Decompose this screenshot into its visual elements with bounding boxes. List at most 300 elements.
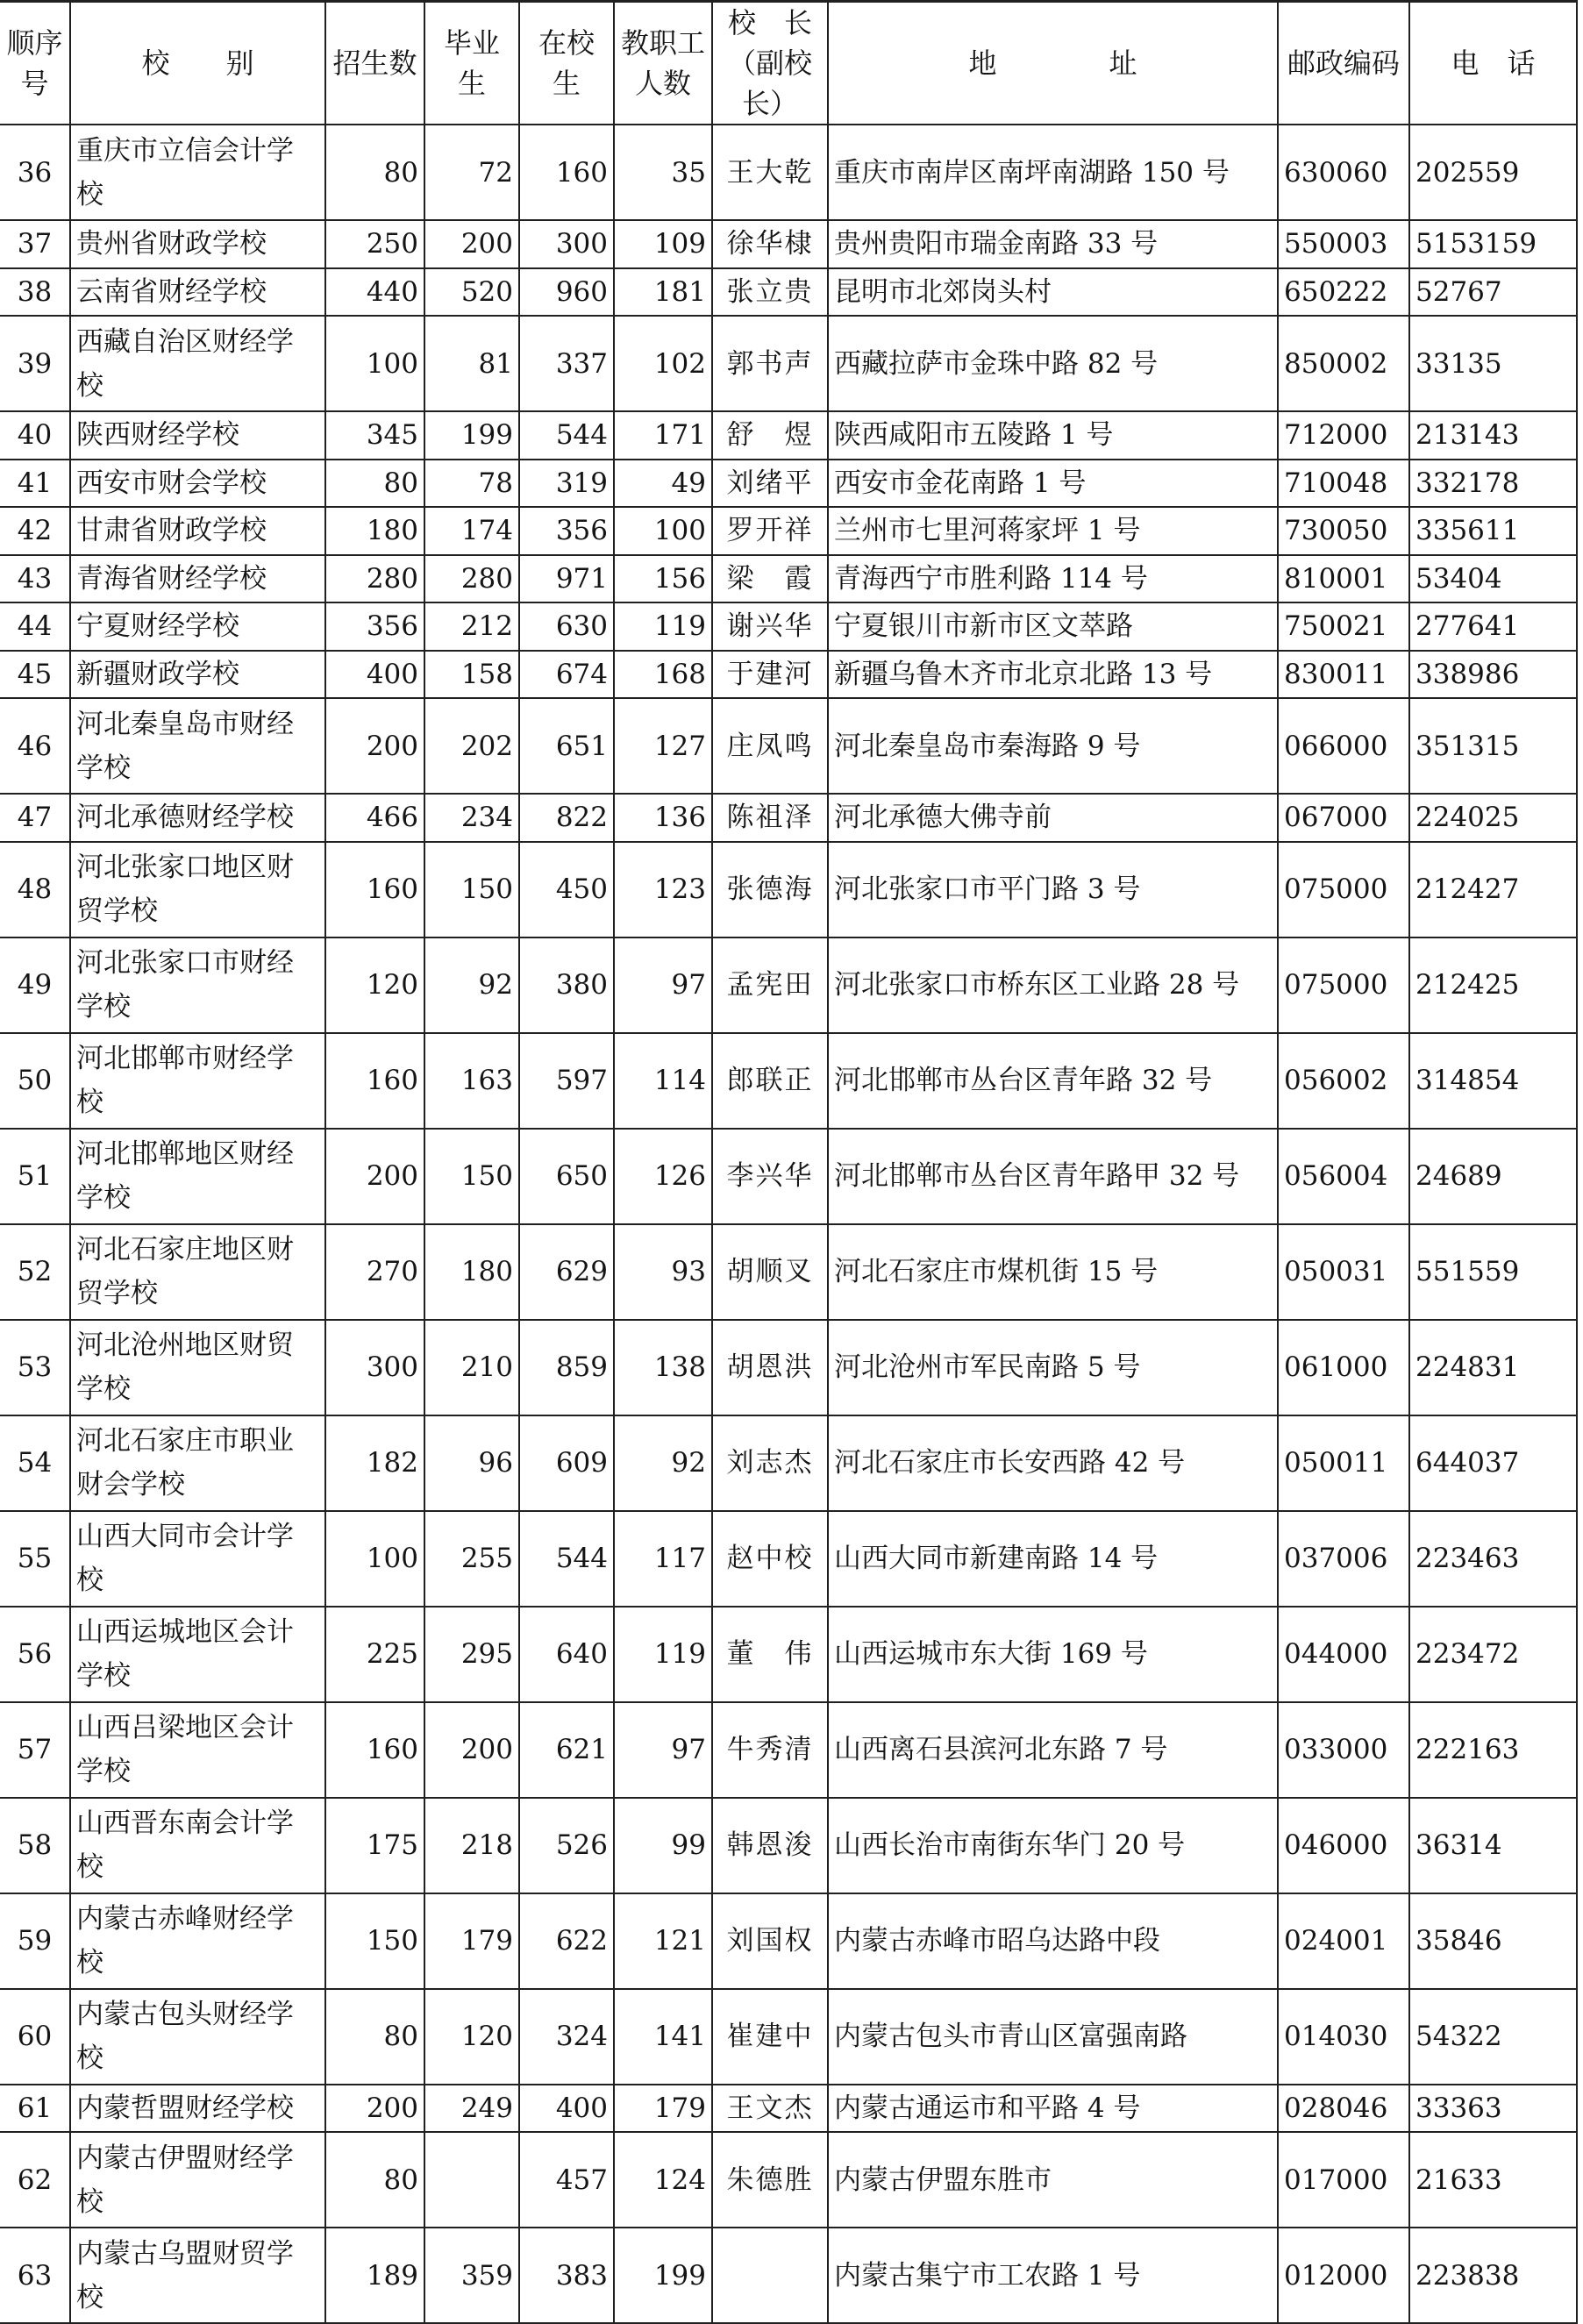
cell-phone: 202559 [1409, 125, 1577, 220]
cell-postcode: 050031 [1278, 1224, 1409, 1320]
table-row [0, 1415, 1577, 1511]
header-postcode: 邮政编码 [1278, 2, 1409, 125]
cell-principal: 李兴华 [712, 1129, 828, 1224]
cell-enrolled: 160 [325, 1702, 424, 1798]
cell-address: 兰州市七里河蒋家坪 1 号 [828, 507, 1278, 555]
cell-staff: 141 [614, 1989, 712, 2085]
cell-students: 337 [519, 316, 614, 411]
cell-principal: 韩恩浚 [712, 1798, 828, 1893]
cell-enrolled: 356 [325, 602, 424, 651]
cell-address: 西藏拉萨市金珠中路 82 号 [828, 316, 1278, 411]
cell-graduates: 179 [424, 1893, 519, 1989]
cell-staff: 97 [614, 1702, 712, 1798]
cell-enrolled: 300 [325, 1320, 424, 1415]
cell-index: 61 [0, 2085, 70, 2133]
cell-graduates: 200 [424, 1702, 519, 1798]
cell-school-name: 新疆财政学校 [70, 651, 325, 699]
cell-staff: 97 [614, 937, 712, 1033]
cell-school-name: 内蒙古赤峰财经学校 [70, 1893, 325, 1989]
table-row [0, 1129, 1577, 1224]
cell-graduates: 234 [424, 794, 519, 842]
cell-address: 宁夏银川市新市区文萃路 [828, 602, 1278, 651]
cell-phone: 338986 [1409, 651, 1577, 699]
cell-school-name: 河北石家庄地区财贸学校 [70, 1224, 325, 1320]
cell-index: 58 [0, 1798, 70, 1893]
cell-index: 63 [0, 2228, 70, 2323]
cell-enrolled: 225 [325, 1607, 424, 1702]
cell-index: 47 [0, 794, 70, 842]
table-row [0, 1224, 1577, 1320]
cell-index: 51 [0, 1129, 70, 1224]
cell-index: 54 [0, 1415, 70, 1511]
cell-index: 50 [0, 1033, 70, 1129]
cell-staff: 179 [614, 2085, 712, 2133]
cell-index: 41 [0, 460, 70, 508]
cell-enrolled: 160 [325, 842, 424, 937]
cell-school-name: 河北秦皇岛市财经学校 [70, 698, 325, 794]
cell-postcode: 550003 [1278, 220, 1409, 268]
cell-address: 河北石家庄市长安西路 42 号 [828, 1415, 1278, 1511]
cell-graduates: 202 [424, 698, 519, 794]
cell-postcode: 810001 [1278, 555, 1409, 603]
cell-postcode: 012000 [1278, 2228, 1409, 2323]
cell-postcode: 044000 [1278, 1607, 1409, 1702]
cell-staff: 156 [614, 555, 712, 603]
cell-graduates: 212 [424, 602, 519, 651]
cell-postcode: 712000 [1278, 411, 1409, 460]
cell-students: 544 [519, 411, 614, 460]
cell-school-name: 贵州省财政学校 [70, 220, 325, 268]
cell-school-name: 河北张家口市财经学校 [70, 937, 325, 1033]
cell-students: 971 [519, 555, 614, 603]
cell-students: 609 [519, 1415, 614, 1511]
cell-address: 河北沧州市军民南路 5 号 [828, 1320, 1278, 1415]
cell-postcode: 075000 [1278, 842, 1409, 937]
header-row [0, 2, 1577, 125]
cell-staff: 181 [614, 268, 712, 317]
cell-enrolled: 80 [325, 125, 424, 220]
cell-index: 62 [0, 2132, 70, 2228]
cell-phone: 33135 [1409, 316, 1577, 411]
cell-phone: 335611 [1409, 507, 1577, 555]
cell-school-name: 山西晋东南会计学校 [70, 1798, 325, 1893]
cell-students: 356 [519, 507, 614, 555]
cell-principal: 于建河 [712, 651, 828, 699]
cell-enrolled: 280 [325, 555, 424, 603]
cell-staff: 199 [614, 2228, 712, 2323]
cell-principal: 王文杰 [712, 2085, 828, 2133]
cell-address: 山西运城市东大街 169 号 [828, 1607, 1278, 1702]
cell-principal: 陈祖泽 [712, 794, 828, 842]
header-index: 顺序号 [0, 2, 70, 125]
table-row [0, 651, 1577, 699]
header-students: 在校生 [519, 2, 614, 125]
cell-students: 526 [519, 1798, 614, 1893]
cell-principal: 胡恩洪 [712, 1320, 828, 1415]
cell-phone: 222163 [1409, 1702, 1577, 1798]
cell-enrolled: 200 [325, 2085, 424, 2133]
cell-address: 山西大同市新建南路 14 号 [828, 1511, 1278, 1607]
cell-postcode: 056002 [1278, 1033, 1409, 1129]
cell-postcode: 730050 [1278, 507, 1409, 555]
cell-address: 河北承德大佛寺前 [828, 794, 1278, 842]
cell-enrolled: 175 [325, 1798, 424, 1893]
cell-students: 300 [519, 220, 614, 268]
cell-graduates: 359 [424, 2228, 519, 2323]
cell-postcode: 033000 [1278, 1702, 1409, 1798]
cell-students: 324 [519, 1989, 614, 2085]
cell-enrolled: 180 [325, 507, 424, 555]
table-row [0, 1989, 1577, 2085]
cell-index: 48 [0, 842, 70, 937]
cell-address: 昆明市北郊岗头村 [828, 268, 1278, 317]
cell-graduates: 150 [424, 842, 519, 937]
cell-students: 822 [519, 794, 614, 842]
cell-enrolled: 345 [325, 411, 424, 460]
cell-students: 457 [519, 2132, 614, 2228]
cell-postcode: 850002 [1278, 316, 1409, 411]
cell-principal: 谢兴华 [712, 602, 828, 651]
cell-graduates: 81 [424, 316, 519, 411]
cell-graduates: 150 [424, 1129, 519, 1224]
cell-graduates: 92 [424, 937, 519, 1033]
table-row [0, 460, 1577, 508]
cell-address: 重庆市南岸区南坪南湖路 150 号 [828, 125, 1278, 220]
cell-index: 60 [0, 1989, 70, 2085]
cell-principal: 庄凤鸣 [712, 698, 828, 794]
cell-students: 544 [519, 1511, 614, 1607]
cell-address: 河北秦皇岛市秦海路 9 号 [828, 698, 1278, 794]
cell-postcode: 037006 [1278, 1511, 1409, 1607]
table-row [0, 220, 1577, 268]
cell-enrolled: 189 [325, 2228, 424, 2323]
cell-address: 山西长治市南街东华门 20 号 [828, 1798, 1278, 1893]
table-row [0, 1798, 1577, 1893]
cell-phone: 223463 [1409, 1511, 1577, 1607]
table-body [0, 125, 1577, 2323]
cell-phone: 52767 [1409, 268, 1577, 317]
cell-school-name: 重庆市立信会计学校 [70, 125, 325, 220]
cell-index: 42 [0, 507, 70, 555]
cell-staff: 119 [614, 602, 712, 651]
cell-students: 650 [519, 1129, 614, 1224]
cell-phone: 33363 [1409, 2085, 1577, 2133]
cell-postcode: 056004 [1278, 1129, 1409, 1224]
cell-staff: 119 [614, 1607, 712, 1702]
cell-postcode: 830011 [1278, 651, 1409, 699]
cell-phone: 224025 [1409, 794, 1577, 842]
cell-postcode: 017000 [1278, 2132, 1409, 2228]
cell-school-name: 河北邯郸市财经学校 [70, 1033, 325, 1129]
cell-school-name: 宁夏财经学校 [70, 602, 325, 651]
cell-phone: 224831 [1409, 1320, 1577, 1415]
table-row [0, 602, 1577, 651]
header-principal: 校 长 （副校长） [712, 2, 828, 125]
cell-school-name: 河北沧州地区财贸学校 [70, 1320, 325, 1415]
cell-enrolled: 270 [325, 1224, 424, 1320]
header-staff: 教职工人数 [614, 2, 712, 125]
cell-school-name: 山西大同市会计学校 [70, 1511, 325, 1607]
cell-staff: 121 [614, 1893, 712, 1989]
cell-enrolled: 80 [325, 2132, 424, 2228]
cell-school-name: 河北石家庄市职业财会学校 [70, 1415, 325, 1511]
cell-principal: 董 伟 [712, 1607, 828, 1702]
cell-school-name: 河北张家口地区财贸学校 [70, 842, 325, 937]
cell-address: 河北石家庄市煤机街 15 号 [828, 1224, 1278, 1320]
cell-principal: 郭书声 [712, 316, 828, 411]
cell-graduates: 210 [424, 1320, 519, 1415]
cell-postcode: 061000 [1278, 1320, 1409, 1415]
cell-index: 36 [0, 125, 70, 220]
cell-phone: 223838 [1409, 2228, 1577, 2323]
cell-enrolled: 80 [325, 1989, 424, 2085]
cell-principal: 徐华棣 [712, 220, 828, 268]
cell-enrolled: 200 [325, 698, 424, 794]
cell-address: 内蒙古伊盟东胜市 [828, 2132, 1278, 2228]
cell-index: 53 [0, 1320, 70, 1415]
cell-graduates: 180 [424, 1224, 519, 1320]
cell-graduates: 96 [424, 1415, 519, 1511]
cell-students: 622 [519, 1893, 614, 1989]
cell-phone: 36314 [1409, 1798, 1577, 1893]
cell-postcode: 024001 [1278, 1893, 1409, 1989]
table-row [0, 794, 1577, 842]
cell-index: 38 [0, 268, 70, 317]
cell-staff: 49 [614, 460, 712, 508]
cell-index: 40 [0, 411, 70, 460]
header-graduates: 毕业生 [424, 2, 519, 125]
cell-enrolled: 120 [325, 937, 424, 1033]
cell-staff: 35 [614, 125, 712, 220]
table-row [0, 698, 1577, 794]
cell-address: 西安市金花南路 1 号 [828, 460, 1278, 508]
cell-principal: 刘国权 [712, 1893, 828, 1989]
cell-graduates: 158 [424, 651, 519, 699]
cell-staff: 93 [614, 1224, 712, 1320]
cell-phone: 351315 [1409, 698, 1577, 794]
cell-students: 630 [519, 602, 614, 651]
table-row [0, 2228, 1577, 2323]
cell-students: 629 [519, 1224, 614, 1320]
cell-phone: 277641 [1409, 602, 1577, 651]
cell-phone: 212425 [1409, 937, 1577, 1033]
cell-postcode: 066000 [1278, 698, 1409, 794]
cell-address: 青海西宁市胜利路 114 号 [828, 555, 1278, 603]
cell-graduates: 255 [424, 1511, 519, 1607]
table-row [0, 1607, 1577, 1702]
cell-enrolled: 100 [325, 316, 424, 411]
header-phone: 电 话 [1409, 2, 1577, 125]
cell-principal [712, 2228, 828, 2323]
cell-enrolled: 466 [325, 794, 424, 842]
cell-staff: 123 [614, 842, 712, 937]
header-address: 地 址 [828, 2, 1278, 125]
cell-school-name: 内蒙古乌盟财贸学校 [70, 2228, 325, 2323]
cell-graduates: 249 [424, 2085, 519, 2133]
cell-principal: 刘志杰 [712, 1415, 828, 1511]
cell-staff: 100 [614, 507, 712, 555]
table-row [0, 937, 1577, 1033]
cell-staff: 117 [614, 1511, 712, 1607]
table-row [0, 507, 1577, 555]
cell-school-name: 山西运城地区会计学校 [70, 1607, 325, 1702]
cell-address: 河北张家口市平门路 3 号 [828, 842, 1278, 937]
cell-index: 56 [0, 1607, 70, 1702]
cell-principal: 罗开祥 [712, 507, 828, 555]
cell-school-name: 山西吕梁地区会计学校 [70, 1702, 325, 1798]
table-row [0, 1511, 1577, 1607]
cell-index: 49 [0, 937, 70, 1033]
cell-school-name: 西安市财会学校 [70, 460, 325, 508]
cell-students: 621 [519, 1702, 614, 1798]
cell-phone: 644037 [1409, 1415, 1577, 1511]
cell-address: 河北邯郸市丛台区青年路 32 号 [828, 1033, 1278, 1129]
cell-graduates: 120 [424, 1989, 519, 2085]
cell-school-name: 青海省财经学校 [70, 555, 325, 603]
cell-graduates [424, 2132, 519, 2228]
cell-phone: 24689 [1409, 1129, 1577, 1224]
cell-students: 651 [519, 698, 614, 794]
cell-staff: 126 [614, 1129, 712, 1224]
cell-principal: 赵中校 [712, 1511, 828, 1607]
cell-school-name: 河北承德财经学校 [70, 794, 325, 842]
cell-address: 河北张家口市桥东区工业路 28 号 [828, 937, 1278, 1033]
header-enrolled: 招生数 [325, 2, 424, 125]
cell-index: 55 [0, 1511, 70, 1607]
cell-enrolled: 150 [325, 1893, 424, 1989]
cell-address: 山西离石县滨河北东路 7 号 [828, 1702, 1278, 1798]
cell-principal: 梁 霞 [712, 555, 828, 603]
cell-principal: 张德海 [712, 842, 828, 937]
cell-staff: 138 [614, 1320, 712, 1415]
header-school: 校 别 [70, 2, 325, 125]
table-row [0, 268, 1577, 317]
table-row [0, 316, 1577, 411]
cell-students: 400 [519, 2085, 614, 2133]
cell-index: 52 [0, 1224, 70, 1320]
cell-school-name: 河北邯郸地区财经学校 [70, 1129, 325, 1224]
cell-postcode: 028046 [1278, 2085, 1409, 2133]
cell-index: 45 [0, 651, 70, 699]
cell-principal: 朱德胜 [712, 2132, 828, 2228]
cell-postcode: 650222 [1278, 268, 1409, 317]
cell-graduates: 174 [424, 507, 519, 555]
cell-index: 44 [0, 602, 70, 651]
cell-address: 内蒙古包头市青山区富强南路 [828, 1989, 1278, 2085]
cell-address: 河北邯郸市丛台区青年路甲 32 号 [828, 1129, 1278, 1224]
cell-graduates: 199 [424, 411, 519, 460]
cell-enrolled: 160 [325, 1033, 424, 1129]
cell-enrolled: 400 [325, 651, 424, 699]
cell-phone: 21633 [1409, 2132, 1577, 2228]
cell-phone: 551559 [1409, 1224, 1577, 1320]
cell-phone: 54322 [1409, 1989, 1577, 2085]
cell-students: 319 [519, 460, 614, 508]
cell-staff: 127 [614, 698, 712, 794]
cell-staff: 124 [614, 2132, 712, 2228]
cell-enrolled: 182 [325, 1415, 424, 1511]
cell-staff: 109 [614, 220, 712, 268]
cell-index: 43 [0, 555, 70, 603]
cell-enrolled: 250 [325, 220, 424, 268]
cell-postcode: 067000 [1278, 794, 1409, 842]
cell-phone: 212427 [1409, 842, 1577, 937]
cell-students: 859 [519, 1320, 614, 1415]
table-row [0, 2085, 1577, 2133]
cell-graduates: 280 [424, 555, 519, 603]
cell-principal: 张立贵 [712, 268, 828, 317]
cell-address: 内蒙古赤峰市昭乌达路中段 [828, 1893, 1278, 1989]
cell-enrolled: 440 [325, 268, 424, 317]
cell-index: 59 [0, 1893, 70, 1989]
cell-graduates: 295 [424, 1607, 519, 1702]
cell-principal: 郎联正 [712, 1033, 828, 1129]
cell-postcode: 050011 [1278, 1415, 1409, 1511]
table-row [0, 411, 1577, 460]
cell-index: 57 [0, 1702, 70, 1798]
cell-index: 39 [0, 316, 70, 411]
cell-address: 陕西咸阳市五陵路 1 号 [828, 411, 1278, 460]
cell-index: 46 [0, 698, 70, 794]
cell-phone: 332178 [1409, 460, 1577, 508]
cell-phone: 35846 [1409, 1893, 1577, 1989]
cell-enrolled: 80 [325, 460, 424, 508]
cell-postcode: 630060 [1278, 125, 1409, 220]
cell-graduates: 78 [424, 460, 519, 508]
cell-staff: 102 [614, 316, 712, 411]
table-row [0, 2132, 1577, 2228]
cell-index: 37 [0, 220, 70, 268]
cell-staff: 92 [614, 1415, 712, 1511]
cell-phone: 5153159 [1409, 220, 1577, 268]
cell-school-name: 甘肃省财政学校 [70, 507, 325, 555]
cell-postcode: 750021 [1278, 602, 1409, 651]
cell-principal: 舒 煜 [712, 411, 828, 460]
cell-phone: 53404 [1409, 555, 1577, 603]
cell-phone: 314854 [1409, 1033, 1577, 1129]
table-row [0, 842, 1577, 937]
cell-students: 380 [519, 937, 614, 1033]
cell-graduates: 72 [424, 125, 519, 220]
cell-students: 450 [519, 842, 614, 937]
table-row [0, 1320, 1577, 1415]
table-row [0, 1702, 1577, 1798]
cell-school-name: 西藏自治区财经学校 [70, 316, 325, 411]
cell-principal: 胡顺叉 [712, 1224, 828, 1320]
cell-students: 640 [519, 1607, 614, 1702]
cell-principal: 王大乾 [712, 125, 828, 220]
cell-address: 内蒙古通运市和平路 4 号 [828, 2085, 1278, 2133]
cell-staff: 99 [614, 1798, 712, 1893]
cell-postcode: 014030 [1278, 1989, 1409, 2085]
cell-postcode: 046000 [1278, 1798, 1409, 1893]
cell-graduates: 218 [424, 1798, 519, 1893]
cell-address: 新疆乌鲁木齐市北京北路 13 号 [828, 651, 1278, 699]
cell-school-name: 内蒙古伊盟财经学校 [70, 2132, 325, 2228]
cell-postcode: 710048 [1278, 460, 1409, 508]
cell-address: 内蒙古集宁市工农路 1 号 [828, 2228, 1278, 2323]
table-row [0, 1033, 1577, 1129]
cell-students: 383 [519, 2228, 614, 2323]
cell-school-name: 云南省财经学校 [70, 268, 325, 317]
cell-students: 597 [519, 1033, 614, 1129]
cell-staff: 136 [614, 794, 712, 842]
cell-postcode: 075000 [1278, 937, 1409, 1033]
cell-school-name: 内蒙哲盟财经学校 [70, 2085, 325, 2133]
cell-enrolled: 200 [325, 1129, 424, 1224]
cell-staff: 168 [614, 651, 712, 699]
cell-school-name: 陕西财经学校 [70, 411, 325, 460]
